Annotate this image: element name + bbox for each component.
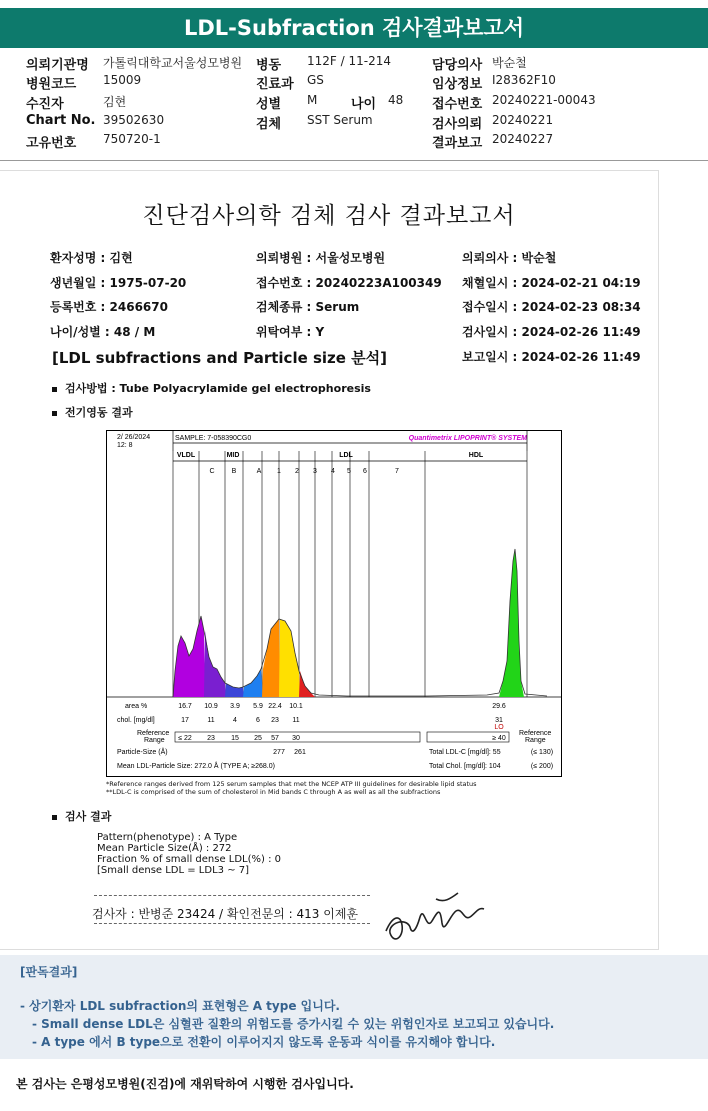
header-label: 진료과 <box>256 77 294 92</box>
patient-field: 검체종류 : Serum <box>256 300 360 314</box>
result-line: Fraction % of small dense LDL(%) : 0 <box>97 854 282 865</box>
ref-label: Range <box>144 737 165 744</box>
electro-text: 전기영동 결과 <box>65 406 133 419</box>
patient-field: 의뢰의사 : 박순철 <box>462 251 557 265</box>
header-value: 20240227 <box>492 132 554 146</box>
hdl-ref-value: ≥ 40 <box>492 735 506 742</box>
total-ldl: Total LDL-C [mg/dl]: 55 <box>429 749 501 756</box>
patient-field: 등록번호 : 2466670 <box>50 300 168 314</box>
chol-value: 23 <box>271 717 279 724</box>
band-label: 5 <box>347 468 351 475</box>
ref-value: 23 <box>207 735 215 742</box>
chart-svg <box>107 431 561 776</box>
header-label: 병원코드 <box>26 77 77 92</box>
header-label: 검체 <box>256 117 282 132</box>
band-label: 6 <box>363 468 367 475</box>
ref-value: 30 <box>292 735 300 742</box>
header-value: 김현 <box>103 95 127 109</box>
area-value: 10.9 <box>204 703 218 710</box>
ref-label: Reference <box>137 730 170 737</box>
header-value: 가톨릭대학교서울성모병원 <box>103 56 243 70</box>
patient-field: 검사일시 : 2024-02-26 11:49 <box>462 325 641 339</box>
header-label: 임상정보 <box>432 77 483 92</box>
report-time: 보고일시 : 2024-02-26 11:49 <box>462 350 641 364</box>
judgement-heading: [판독결과] <box>20 965 78 979</box>
chart-group-label: LDL <box>339 452 353 459</box>
band-label: 2 <box>295 468 299 475</box>
chol-value: 4 <box>233 717 237 724</box>
header-row <box>0 113 708 132</box>
header-label: 나이 <box>351 97 377 112</box>
area-value: 22.4 <box>268 703 282 710</box>
band-label: 1 <box>277 468 281 475</box>
patient-field: 접수번호 : 20240223A100349 <box>256 276 442 290</box>
result-heading: 검사 결과 <box>65 810 112 823</box>
header-label: 접수번호 <box>432 97 483 112</box>
divider <box>0 160 708 161</box>
chol-value: 6 <box>256 717 260 724</box>
header-label: 담당의사 <box>432 58 483 73</box>
area-value: 10.1 <box>289 703 303 710</box>
band-label: B <box>231 468 237 475</box>
header-label: 성별 <box>256 97 282 112</box>
total-ldl-ref: (≤ 130) <box>530 749 554 756</box>
header-row <box>0 54 708 73</box>
signature-image <box>380 887 490 947</box>
header-value: 112F / 11-214 <box>307 54 391 68</box>
total-chol: Total Chol. [mg/dl]: 104 <box>429 763 501 770</box>
header-value: I28362F10 <box>492 73 556 87</box>
header-value: 20240221-00043 <box>492 93 596 107</box>
particle-size-value: 277 <box>273 749 285 756</box>
band-label: C <box>209 468 215 475</box>
header-label: 수진자 <box>26 97 64 112</box>
ldl2-area <box>279 619 300 697</box>
chol-value: 31 <box>495 717 503 724</box>
judgement-line: - Small dense LDL은 심혈관 질환의 위험도를 증가시킬 수 있는 위험인자로 보고되고 있습니다. <box>32 1017 555 1031</box>
header-info <box>0 54 708 154</box>
hdl-flag: LO <box>494 724 504 731</box>
result-text <box>97 832 281 876</box>
report-title-bar <box>0 8 708 48</box>
ref-label: Reference <box>519 730 552 737</box>
chol-value: 11 <box>207 717 215 724</box>
particle-size-label: Particle-Size (Å) <box>117 749 168 756</box>
note-line: **LDL-C is comprised of the sum of cholesterol in Mid bands C through A as well as all the subfractions <box>106 788 441 796</box>
header-label: 검사의뢰 <box>432 117 483 132</box>
header-label: 병동 <box>256 58 282 73</box>
note-line: *Reference ranges derived from 125 serum samples that met the NCEP ATP III guidelines for desirable lipid status <box>106 780 477 788</box>
hdl-peak <box>499 549 524 697</box>
particle-size-value: 261 <box>294 749 306 756</box>
ref-value: ≤ 22 <box>178 735 192 742</box>
signer-line: 검사자 : 반병준 23424 / 확인전문의 : 413 이제훈 <box>92 907 359 921</box>
band-label: 7 <box>395 468 399 475</box>
area-row-label: area % <box>125 703 148 710</box>
divider <box>94 923 370 924</box>
ref-label: Range <box>525 737 546 744</box>
density-trace <box>173 549 547 697</box>
chart-brand: Quantimetrix LIPOPRINT® SYSTEM <box>408 435 527 442</box>
header-label: 고유번호 <box>26 136 77 151</box>
patient-field: 환자성명 : 김현 <box>50 251 133 265</box>
header-value: GS <box>307 73 324 87</box>
electro-line <box>52 404 133 420</box>
patient-field: 접수일시 : 2024-02-23 08:34 <box>462 300 641 314</box>
result-heading-line <box>52 808 111 824</box>
report-title: LDL-Subfraction 검사결과보고서 <box>183 16 525 40</box>
header-value: 박순철 <box>492 56 527 70</box>
header-value: M <box>307 93 318 107</box>
chart-date: 2/ 26/2024 <box>117 434 151 441</box>
area-value: 16.7 <box>178 703 192 710</box>
header-row <box>0 93 708 112</box>
header-value: 48 <box>388 93 404 107</box>
lab-report-document <box>0 170 659 950</box>
ref-value: 25 <box>254 735 262 742</box>
chart-group-label: HDL <box>468 452 484 459</box>
patient-field: 의뢰병원 : 서울성모병원 <box>256 251 386 265</box>
method-line <box>52 380 371 396</box>
patient-field: 위탁여부 : Y <box>256 325 325 339</box>
header-label: 결과보고 <box>432 136 483 151</box>
mid-a-area <box>243 669 263 697</box>
band-label: 3 <box>313 468 317 475</box>
header-row <box>0 132 708 151</box>
chol-row-label: chol. [mg/dl] <box>117 717 155 724</box>
electrophoresis-chart <box>106 430 562 777</box>
header-row <box>0 73 708 92</box>
result-line: Mean Particle Size(Å) : 272 <box>97 843 232 854</box>
header-label: Chart No. <box>26 113 96 128</box>
patient-field: 생년월일 : 1975-07-20 <box>50 276 187 290</box>
chart-time: 12: 8 <box>117 442 133 449</box>
section-title: [LDL subfractions and Particle size 분석] <box>52 349 388 367</box>
footer-note: 본 검사는 은평성모병원(진검)에 재위탁하여 시행한 검사입니다. <box>16 1077 354 1091</box>
judgement-line: - 상기환자 LDL subfraction의 표현형은 A type 입니다. <box>20 999 340 1013</box>
header-value: 20240221 <box>492 113 554 127</box>
header-value: 39502630 <box>103 113 165 127</box>
header-value: 15009 <box>103 73 142 87</box>
patient-field: 채혈일시 : 2024-02-21 04:19 <box>462 276 641 290</box>
total-chol-ref: (≤ 200) <box>530 763 554 770</box>
divider <box>94 895 370 896</box>
area-value: 29.6 <box>492 703 506 710</box>
judgement-line: - A type 에서 B type으로 전환이 이루어지지 않도록 운동과 식이를 유지해야 합니다. <box>32 1035 496 1049</box>
header-label: 의뢰기관명 <box>26 58 89 73</box>
result-line: [Small dense LDL = LDL3 ~ 7] <box>97 865 250 876</box>
ref-value: 15 <box>231 735 239 742</box>
chol-value: 11 <box>292 717 300 724</box>
chart-group-label: MID <box>226 452 240 459</box>
mid-b-area <box>225 683 244 697</box>
result-line: Pattern(phenotype) : A Type <box>97 832 238 843</box>
ref-value: 57 <box>271 735 279 742</box>
method-text: 검사방법 : Tube Polyacrylamide gel electrophoresis <box>65 382 371 395</box>
patient-field: 나이/성별 : 48 / M <box>50 325 156 339</box>
header-value: SST Serum <box>307 113 373 127</box>
band-label: 4 <box>331 468 335 475</box>
area-value: 3.9 <box>230 703 240 710</box>
mid-c-area <box>204 631 226 697</box>
chart-sample: SAMPLE: 7-058390CG0 <box>175 435 252 442</box>
mean-ldl-size: Mean LDL-Particle Size: 272.0 Å (TYPE A; ≥268.0) <box>117 763 275 770</box>
chart-notes <box>106 780 477 796</box>
judgement-box <box>0 955 708 1059</box>
area-value: 5.9 <box>253 703 263 710</box>
header-value: 750720-1 <box>103 132 161 146</box>
chol-value: 17 <box>181 717 189 724</box>
band-label: A <box>256 468 262 475</box>
report-heading: 진단검사의학 검체 검사 결과보고서 <box>142 203 516 229</box>
chart-group-label: VLDL <box>176 452 196 459</box>
